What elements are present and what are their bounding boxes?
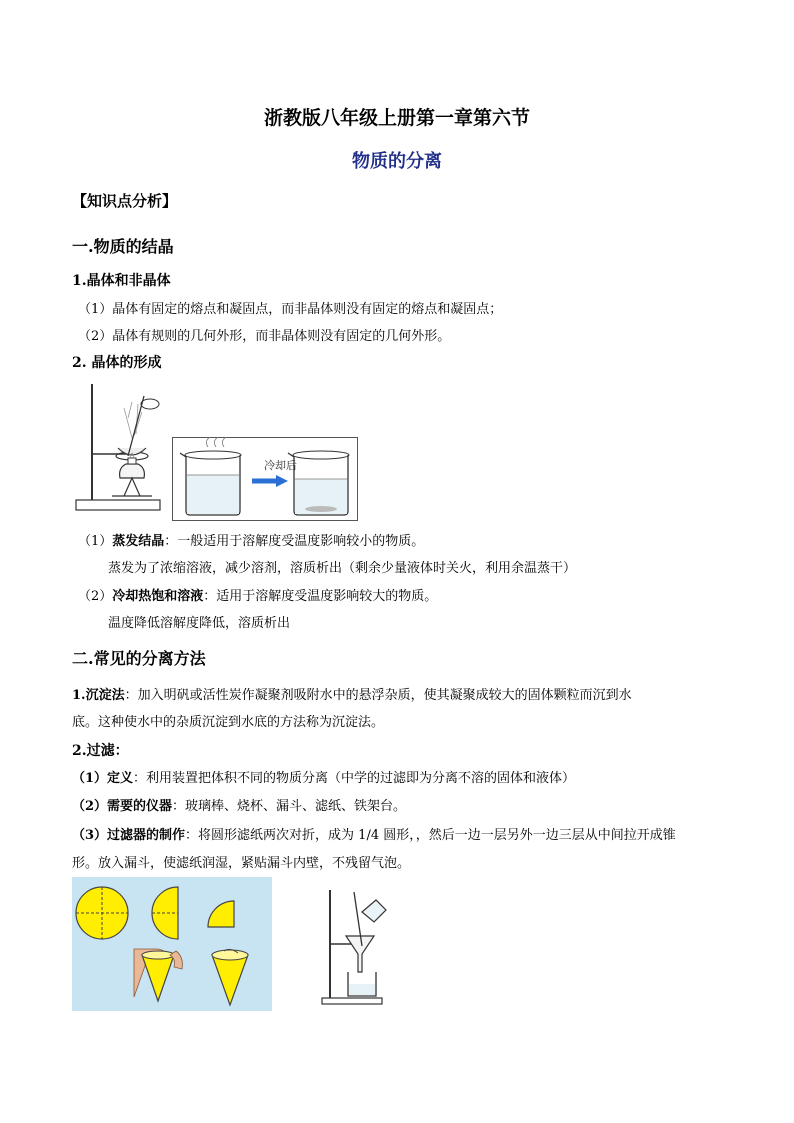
list-marker: （1） bbox=[78, 534, 113, 549]
term-sedimentation: 1.沉淀法 bbox=[72, 688, 125, 703]
paragraph-filter-making bbox=[72, 824, 676, 843]
page-title: 浙教版八年级上册第一章第六节 bbox=[263, 107, 530, 129]
paragraph-evaporation bbox=[78, 530, 424, 549]
filter-paper-folding-figure bbox=[72, 877, 272, 1011]
heading-crystal-formation: 2. 晶体的形成 bbox=[72, 355, 162, 371]
paragraph-melting-point: （1）晶体有固定的熔点和凝固点，而非晶体则没有固定的熔点和凝固点； bbox=[78, 302, 503, 317]
cooling-desc: ：适用于溶解度受温度影响较大的物质。 bbox=[203, 589, 438, 604]
cooling-label: 冷却后 bbox=[264, 459, 297, 472]
evaporation-apparatus-figure bbox=[72, 378, 170, 518]
filter-making-desc: ：将圆形滤纸两次对折，成为 1/4 圆形，，然后一边一层另外一边三层从中间拉开成锥 bbox=[185, 828, 676, 843]
paragraph-sedimentation bbox=[72, 684, 632, 703]
paragraph-filtration-instruments bbox=[72, 795, 406, 814]
term-instruments: （2）需要的仪器 bbox=[72, 799, 173, 814]
list-marker: （2） bbox=[78, 589, 113, 604]
paragraph-evaporation-detail: 蒸发为了浓缩溶液，减少溶剂，溶质析出（剩余少量液体时关火，利用余温蒸干） bbox=[108, 561, 577, 576]
paragraph-geometry: （2）晶体有规则的几何外形，而非晶体则没有固定的几何外形。 bbox=[78, 329, 451, 344]
paragraph-filter-making-cont: 形。放入漏斗，使滤纸润湿，紧贴漏斗内壁，不残留气泡。 bbox=[72, 856, 411, 871]
definition-desc: ：利用装置把体积不同的物质分离（中学的过滤即为分离不溶的固体和液体） bbox=[133, 771, 576, 786]
sedimentation-desc: ：加入明矾或活性炭作凝聚剂吸附水中的悬浮杂质，使其凝聚成较大的固体颗粒而沉到水 bbox=[124, 688, 632, 703]
heading-separation-methods: 二.常见的分离方法 bbox=[72, 649, 206, 668]
term-evaporation: 蒸发结晶 bbox=[112, 534, 165, 549]
paragraph-filtration-definition bbox=[72, 767, 575, 786]
instruments-desc: ：玻璃棒、烧杯、漏斗、滤纸、铁架台。 bbox=[172, 799, 407, 814]
paragraph-cooling-detail: 温度降低溶解度降低，溶质析出 bbox=[108, 616, 291, 631]
heading-filtration: 2.过滤： bbox=[72, 743, 129, 759]
term-definition: （1）定义 bbox=[72, 771, 134, 786]
heading-crystal-vs-amorphous: 1.晶体和非晶体 bbox=[72, 273, 171, 289]
page-subtitle: 物质的分离 bbox=[352, 151, 442, 172]
paragraph-sedimentation-cont: 底。这种使水中的杂质沉淀到水底的方法称为沉淀法。 bbox=[72, 715, 385, 730]
cooling-crystallization-figure bbox=[172, 437, 358, 521]
heading-crystallization: 一.物质的结晶 bbox=[72, 237, 174, 256]
term-filter-making: （3）过滤器的制作 bbox=[72, 828, 186, 843]
filtration-setup-figure bbox=[318, 884, 392, 1006]
section-tag: 【知识点分析】 bbox=[72, 192, 178, 210]
evaporation-desc: ：一般适用于溶解度受温度影响较小的物质。 bbox=[164, 534, 425, 549]
paragraph-cooling bbox=[78, 585, 437, 604]
term-cooling: 冷却热饱和溶液 bbox=[112, 589, 204, 604]
